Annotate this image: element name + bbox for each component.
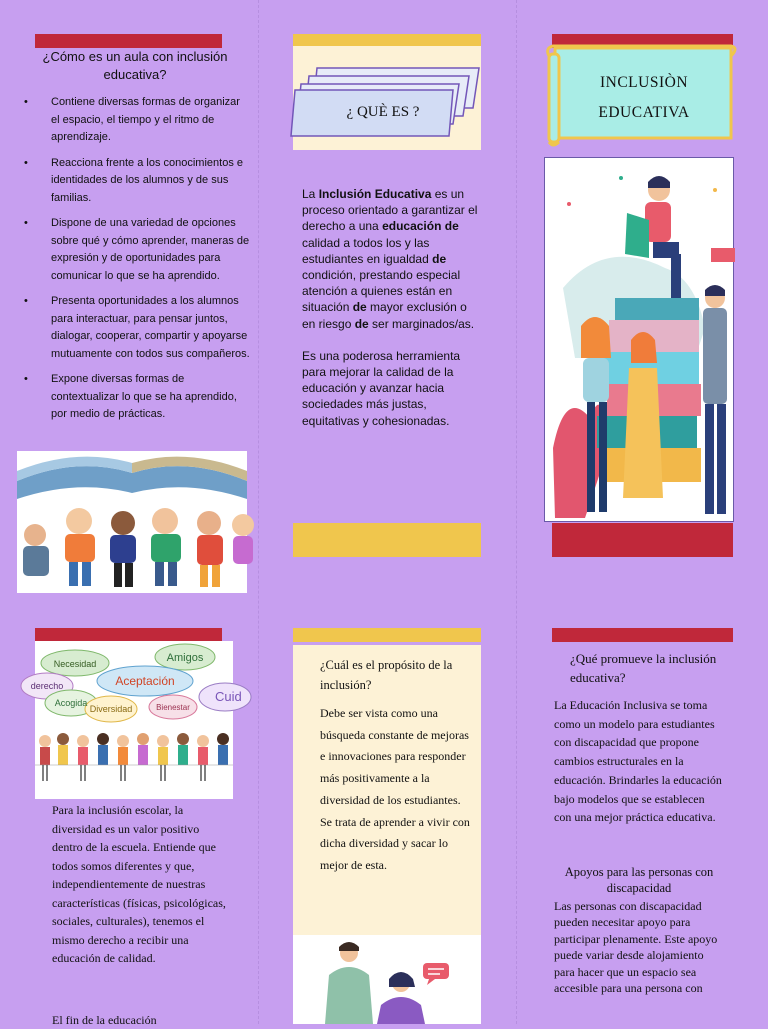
red-bar-top-left: [35, 34, 222, 48]
text-run: calidad a todos los y las estudiantes en igualdad: [302, 235, 433, 266]
purpose-answer: Debe ser vista como una búsqueda constante de mejoras e innovaciones para responder más positivamente a la diversidad de los estudiantes. Se trata de aprender a vivir con dicha diversidad y sacar lo mejor de esta.: [320, 706, 470, 872]
word-label: derecho: [30, 681, 64, 691]
children-under-book-illustration: [17, 451, 247, 593]
text-run: ser marginados/as.: [368, 316, 475, 331]
word-label: Necesidad: [53, 659, 97, 669]
que-es-label: ¿ QUÈ ES ?: [346, 104, 420, 120]
classroom-bullet-list: [24, 94, 250, 432]
text-run: La: [302, 187, 319, 201]
people-talking-illustration: [293, 935, 481, 1024]
bold-run: de: [352, 300, 367, 315]
title-line-1: INCLUSIÒN: [599, 74, 689, 91]
purpose-question: ¿Cuál es el propósito de la inclusión?: [320, 658, 453, 692]
red-block-right: [552, 523, 733, 557]
bullet-item: • Presenta oportunidades a los alumnos para interactuar, para pensar juntos, dialogar, cooperar, compartir y apoyarse mutuamente con todos sus compañeros.: [24, 293, 250, 363]
bullet-item: • Expone diversas formas de contextualizar lo que se ha aprendido, por medio de prácticas.: [24, 371, 250, 424]
classroom-heading: ¿Cómo es un aula con inclusión educativa?: [42, 49, 228, 82]
promote-paragraph: La Educación Inclusiva se toma como un modelo para estudiantes con discapacidad que propone cambios estructurales en la educación. Brindarles la educación bajo modelos que se establecen con una mejor práctica educativa.: [554, 698, 722, 825]
bold-run: Inclusión Educativa: [318, 187, 432, 201]
fold-line-right: [516, 0, 517, 1024]
word-label: Bienestar: [156, 703, 190, 712]
students-on-books-illustration: [544, 157, 734, 522]
word-label: Amigos: [166, 652, 204, 664]
definition-text: [302, 186, 478, 445]
text-run: condición, prestando especial atención a quienes están en situación: [302, 268, 461, 315]
bullet-item: • Contiene diversas formas de organizar el espacio, el tiempo y el ritmo de aprendizaje.: [24, 94, 250, 147]
bullet-item: • Reacciona frente a los conocimientos e identidades de los alumnos y de sus familias.: [24, 155, 250, 208]
bold-run: de: [432, 251, 447, 266]
que-es-banner-card: [293, 46, 481, 150]
tool-paragraph: Es una poderosa herramienta para mejorar la calidad de la educación y avanzar hacia sociedades más justas, equitativas y cohesionadas.: [302, 348, 461, 428]
definition-paragraph: [302, 186, 478, 332]
bullet-item: • Dispone de una variedad de opciones sobre qué y cómo aprender, maneras de expresión y de oportunidades para comunicar lo que se ha aprendido.: [24, 215, 250, 285]
text-run: es un proceso orientado a garantizar el derecho a una: [302, 187, 478, 234]
gold-block-middle: [293, 523, 481, 557]
text-run: mayor exclusión o en riesgo: [302, 300, 467, 331]
red-bar-bottom-left: [35, 628, 222, 642]
title-line-2: EDUCATIVA: [598, 104, 690, 121]
education-aim-line: El fin de la educación: [52, 1013, 157, 1027]
red-bar-bottom-right: [552, 628, 733, 642]
word-label: Acogida: [54, 698, 88, 708]
support-paragraph: Las personas con discapacidad pueden necesitar apoyo para participar plenamente. Este apoyo puede variar desde alojamiento para hacer que un espacio sea accesible para una persona con: [554, 899, 718, 996]
diversity-words-illustration: [30, 641, 242, 799]
gold-bar-bottom-middle: [293, 628, 481, 642]
word-label: Aceptación: [115, 674, 175, 688]
bold-run: educación de: [382, 219, 459, 234]
diversity-paragraph: Para la inclusión escolar, la diversidad es un valor positivo dentro de la escuela. Entiende que todos somos diferentes y que, independientemente de nuestras características (físicas, psicológicas, sociales, culturales), tenemos el mismo derecho a recibir una educación de calidad.: [52, 803, 226, 965]
promote-question: ¿Qué promueve la inclusión educativa?: [570, 651, 717, 685]
fold-line-left: [258, 0, 259, 1024]
support-subheading: Apoyos para las personas con discapacidad: [564, 865, 714, 895]
brochure-title: [560, 68, 728, 128]
bold-run: de: [354, 316, 369, 331]
word-label: Diversidad: [89, 704, 133, 714]
word-label: Cuid: [215, 689, 242, 704]
